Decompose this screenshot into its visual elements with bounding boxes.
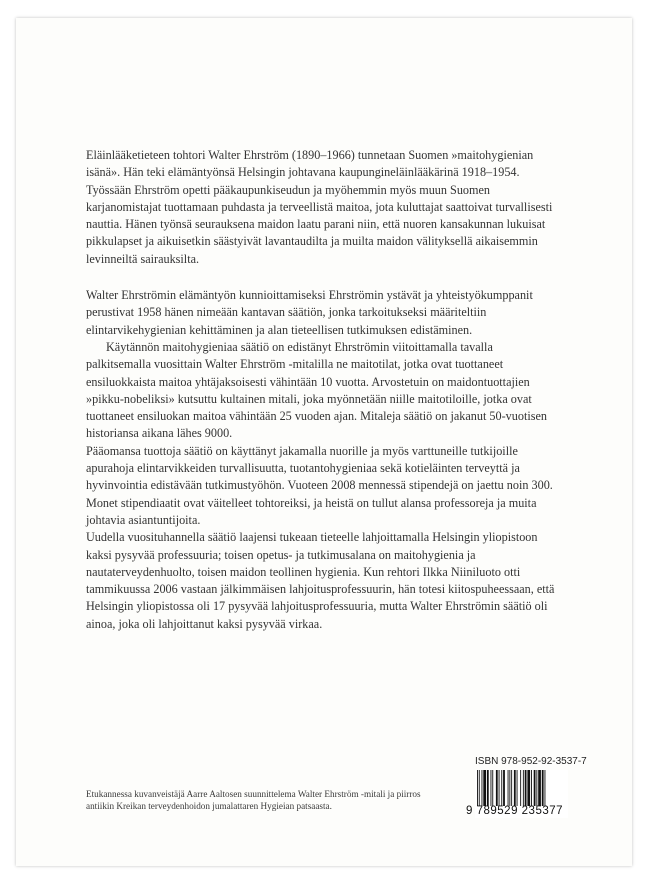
barcode-bar bbox=[487, 770, 489, 806]
barcode-bar bbox=[483, 770, 486, 806]
paragraph-foundation: Walter Ehrströmin elämäntyön kunnioittamiseksi Ehrströmin ystävät ja yhteistyökumppanit perustivat 1958 hänen nimeään kantavan säätiön, jonka tarkoitukseksi määriteltiin elintarvikehygienian kehittäminen ja alan tieteellisen tutkimuksen edistäminen. bbox=[86, 288, 533, 337]
cover-caption: Etukannessa kuvanveistäjä Aarre Aaltosen suunnittelema Walter Ehrström -mitali ja piirros antiikin Kreikan terveydenhoidon jumalattaren Hygieian patsaasta. bbox=[86, 789, 421, 812]
blurb-text bbox=[86, 147, 556, 633]
barcode-bar bbox=[482, 770, 483, 806]
barcode-bar bbox=[503, 770, 505, 806]
barcode-bar bbox=[523, 770, 524, 806]
barcode-bar bbox=[499, 770, 500, 806]
barcode-bar bbox=[545, 770, 546, 806]
barcode-number: 9 789529 235377 bbox=[466, 805, 564, 817]
paragraph-medals: Käytännön maitohygieniaa säätiö on edistänyt Ehrströmin viitoittamalla tavalla palkitsemalla vuosittain Walter Ehrström -mitalilla ne maitotilat, jotka ovat tuottaneet ensiluokkaista maitoa yhtäjaksoisesti vähintään 10 vuotta. Arvostetuin on maidontuottajien »pikku-nobeliksi» kutsuttu kultainen mitali, joka myönnetään niille maitotiloille, jotka ovat tuottaneet ensiluokan maitoa vähintään 25 vuoden ajan. Mitaleja säätiö on jakanut 50-vuotisen historiansa aikana lähes 9000. bbox=[86, 339, 547, 441]
barcode-bar bbox=[542, 770, 544, 806]
paragraph-grants: Pääomansa tuottoja säätiö on käyttänyt jakamalla nuorille ja myös varttuneille tutkijoille apurahoja elintarvikkeiden turvallisuutta, tuotantohygieniaa sekä kotieläinten terveyttä ja hyvinvointia edistävään tutkimustyöhön. Vuoteen 2008 mennessä stipendejä on jaettu noin 300. Monet stipendiaatit ovat väitelleet tohtoreiksi, ja heistä on tullut alansa professoreja ja muita johtavia asiantuntijoita. bbox=[86, 443, 553, 527]
barcode-bar bbox=[531, 770, 532, 806]
barcode-bar bbox=[511, 770, 512, 806]
barcode-bar bbox=[534, 770, 536, 806]
barcode-bar bbox=[477, 770, 478, 806]
isbn-label: ISBN 978-952-92-3537-7 bbox=[475, 756, 587, 767]
barcode-bar bbox=[514, 770, 516, 806]
barcode-bar bbox=[520, 770, 521, 806]
barcode-bar bbox=[501, 770, 502, 806]
barcode-bars bbox=[475, 770, 568, 806]
barcode-bar bbox=[527, 770, 530, 806]
barcode-bar bbox=[538, 770, 541, 806]
barcode-bar bbox=[496, 770, 498, 806]
barcode-bar bbox=[536, 770, 537, 806]
barcode-bar bbox=[517, 770, 518, 806]
barcode-bar bbox=[492, 770, 493, 806]
barcode-bar bbox=[491, 770, 492, 806]
barcode-bar bbox=[525, 770, 527, 806]
paragraph-intro: Eläinlääketieteen tohtori Walter Ehrström (1890–1966) tunnetaan Suomen »maitohygienian isänä». Hän teki elämäntyönsä Helsingin johtavana kaupungineläinlääkärinä 1918–1954. Työssään Ehrström opetti pääkaupunkiseudun ja myöhemmin myös muun Suomen karjanomistajat tuottamaan puhdasta ja terveellistä maitoa, jota kuluttajat saattoivat turvallisesti nauttia. Hänen työnsä seurauksena maidon laatu parani niin, että nuoren kansakunnan lukuisat pikkulapset ja aikuisetkin säästyivät lavantaudilta ja muilta maidon välityksellä aikaisemmin levinneiltä sairauksilta. bbox=[86, 148, 553, 266]
paragraph-professorships: Uudella vuosituhannella säätiö laajensi tukeaan tieteelle lahjoittamalla Helsingin yliopistoon kaksi pysyvää professuuria; toisen opetus- ja tutkimusalana on maitohygienia ja nautaterveydenhuolto, toisen maidon teollinen hygienia. Kun rehtori Ilkka Niiniluoto otti tammikuussa 2006 vastaan jälkimmäisen lahjoitusprofessuurin, hän totesi kiitospuheessaan, että Helsingin yliopistossa oli 17 pysyvää lahjoitusprofessuuria, mutta Walter Ehrströmin säätiö oli ainoa, joka oli lahjoittanut kaksi pysyvää virkaa. bbox=[86, 530, 555, 631]
barcode-bar bbox=[479, 770, 480, 806]
barcode-bar bbox=[509, 770, 510, 806]
barcode-bar bbox=[508, 770, 509, 806]
